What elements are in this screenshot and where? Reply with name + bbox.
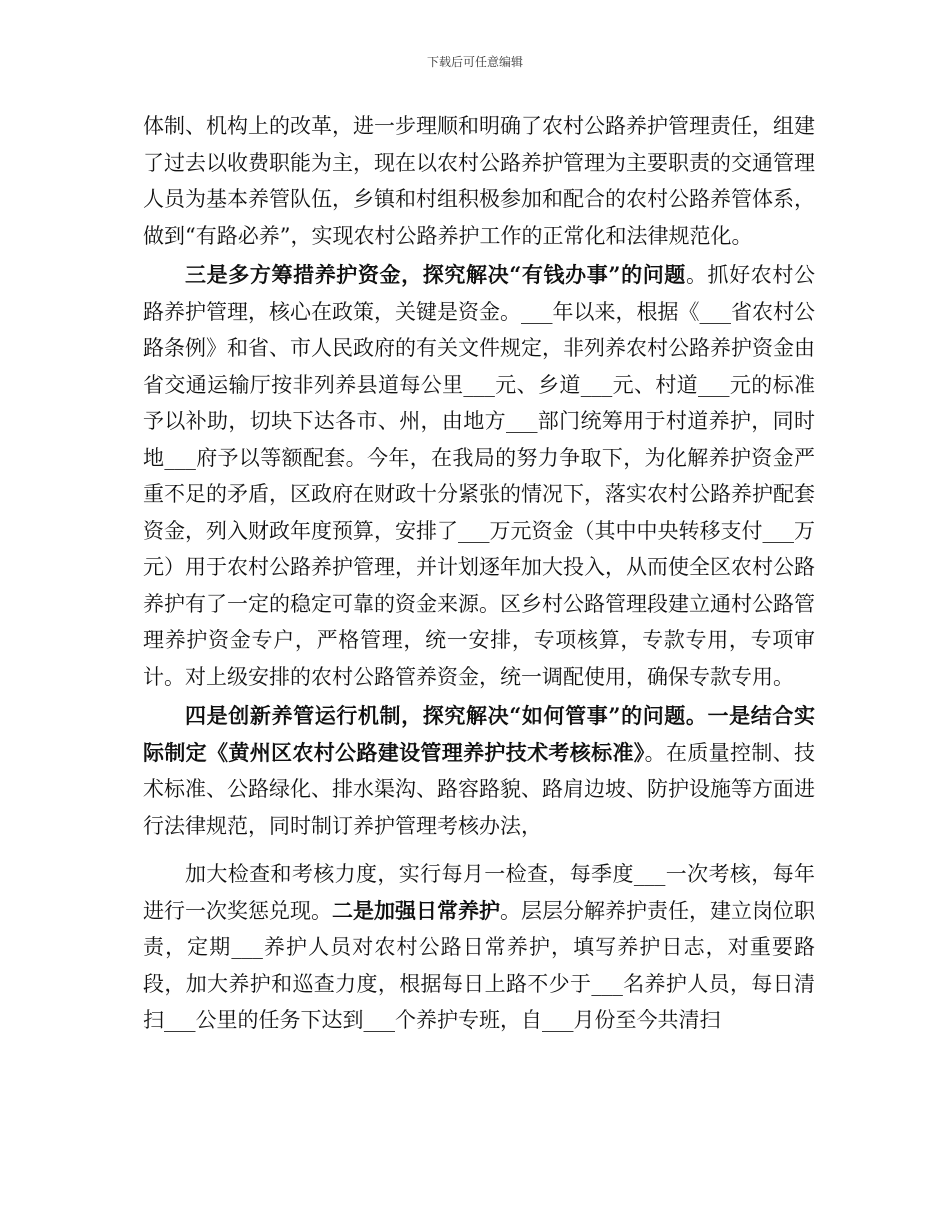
paragraph-1 [143,108,815,254]
paragraph-2-heading: 三是多方筹措养护资金，探究解决“有钱办事”的问题 [185,262,686,287]
paragraph-3-text: 。在质量控制、技术标准、公路绿化、排水渠沟、路容路貌、路肩边坡、防护设施等方面进行法律规范，同时制订养护管理考核办法， [143,740,816,838]
page-header: 下载后可任意编辑 [426,55,523,69]
paragraph-4-text-b: 。层层分解养护责任，建立岗位职责，定期___养护人员对农村公路日常养护，填写养护日志，对重要路段，加大养护和巡查力度，根据每日上路不少于___名养护人员，每日清扫___公里的任务下达到___个养护专班，自___月份至今共清扫 [143,898,815,1032]
document-body [143,108,815,1042]
paragraph-4-text-a: 加大检查和考核力度，实行每月一检查，每季度___一次考核，每年进行一次奖惩兑现。 [143,862,815,923]
paragraph-2 [143,257,815,695]
paragraph-4 [143,856,815,1039]
paragraph-1-text: 体制、机构上的改革，进一步理顺和明确了农村公路养护管理责任，组建了过去以收费职能为主，现在以农村公路养护管理为主要职责的交通管理人员为基本养管队伍，乡镇和村组积极参加和配合的农村公路养管体系，做到“有路必养”，实现农村公路养护工作的正常化和法律规范化。 [143,114,815,248]
paragraph-3-heading: 四是创新养管运行机制，探究解决“如何管事”的问题。一是结合实际制定《黄州区农村公路建设管理养护技术考核标准》 [143,703,815,765]
paragraph-4-heading: 二是加强日常养护 [332,897,500,923]
paragraph-3 [143,698,815,844]
paragraph-2-text: 。抓好农村公路养护管理，核心在政策，关键是资金。___年以来，根据《___省农村公路条例》和省、市人民政府的有关文件规定，非列养农村公路养护资金由省交通运输厅按非列养县道每公里___元、乡道___元、村道___元的标准予以补助，切块下达各市、州，由地方___部门统筹用于村道养护，同时地___府予以等额配套。今年，在我局的努力争取下，为化解养护资金严重不足的矛盾，区政府在财政十分紧张的情况下，落实农村公路养护配套资金，列入财政年度预算，安排了___万元资金（其中中央转移支付___万元）用于农村公路养护管理，并计划逐年加大投入，从而使全区农村公路养护有了一定的稳定可靠的资金来源。区乡村公路管理段建立通村公路管理养护资金专户，严格管理，统一安排，专项核算，专款专用，专项审计。对上级安排的农村公路管养资金，统一调配使用，确保专款专用。 [143,263,816,689]
